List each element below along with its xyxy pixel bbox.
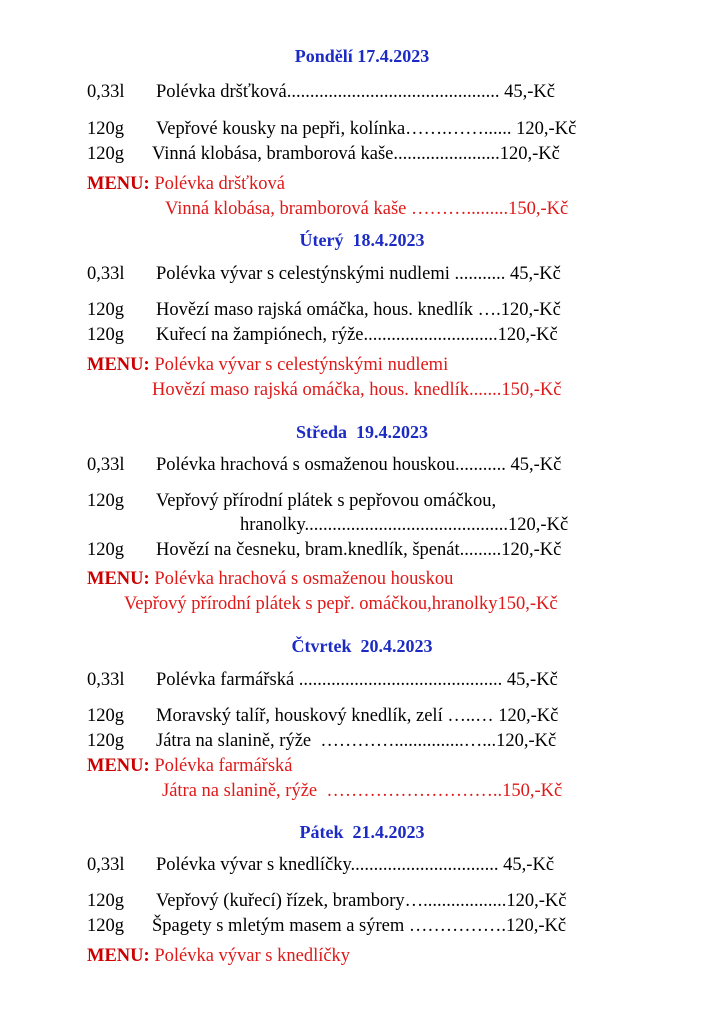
day-heading-tuesday: Úterý 18.4.2023 <box>299 230 425 250</box>
menu-main: Hovězí maso rajská omáčka, hous. knedlík.......150,-Kč <box>152 380 562 400</box>
main-amount: 120g <box>87 491 124 511</box>
soup-amount: 0,33l <box>87 670 125 690</box>
main-item: Játra na slanině, rýže …………...............…...120,-Kč <box>156 731 557 751</box>
main-item-continuation: hranolky............................................120,-Kč <box>240 515 569 535</box>
menu-soup: Polévka hrachová s osmaženou houskou <box>154 569 454 589</box>
main-item: Kuřecí na žampiónech, rýže.............................120,-Kč <box>156 325 558 345</box>
main-amount: 120g <box>87 540 124 560</box>
main-amount: 120g <box>87 119 124 139</box>
soup-amount: 0,33l <box>87 264 125 284</box>
main-amount: 120g <box>87 891 124 911</box>
menu-label: MENU: <box>87 174 150 194</box>
menu-label: MENU: <box>87 355 150 375</box>
soup-item: Polévka dršťková.............................................. 45,-Kč <box>156 82 555 102</box>
main-item: Špagety s mletým masem a sýrem …………….120,-Kč <box>152 916 567 936</box>
main-amount: 120g <box>87 300 124 320</box>
soup-amount: 0,33l <box>87 82 125 102</box>
menu-label: MENU: <box>87 946 150 966</box>
main-item: Vepřový (kuřecí) řízek, brambory…..................120,-Kč <box>156 891 567 911</box>
soup-item: Polévka vývar s knedlíčky................................ 45,-Kč <box>156 855 555 875</box>
soup-item: Polévka hrachová s osmaženou houskou........... 45,-Kč <box>156 455 562 475</box>
day-heading-friday: Pátek 21.4.2023 <box>299 822 425 842</box>
main-item: Vepřový přírodní plátek s pepřovou omáčkou, <box>156 491 497 511</box>
main-item: Hovězí na česneku, bram.knedlík, špenát.........120,-Kč <box>156 540 562 560</box>
menu-line <box>87 172 285 196</box>
main-amount: 120g <box>87 144 124 164</box>
day-heading-monday: Pondělí 17.4.2023 <box>294 46 430 66</box>
menu-label: MENU: <box>87 569 150 589</box>
main-amount: 120g <box>87 706 124 726</box>
soup-amount: 0,33l <box>87 855 125 875</box>
day-heading-wednesday: Středa 19.4.2023 <box>296 422 428 442</box>
menu-soup: Polévka dršťková <box>154 174 286 194</box>
menu-line <box>87 353 448 377</box>
soup-amount: 0,33l <box>87 455 125 475</box>
soup-item: Polévka farmářská ............................................ 45,-Kč <box>156 670 558 690</box>
menu-line <box>87 567 453 591</box>
main-item: Moravský talíř, houskový knedlík, zelí …..… 120,-Kč <box>156 706 559 726</box>
soup-item: Polévka vývar s celestýnskými nudlemi ........... 45,-Kč <box>156 264 561 284</box>
menu-main: Játra na slanině, rýže ………………………..150,-Kč <box>162 781 563 801</box>
menu-label: MENU: <box>87 756 150 776</box>
main-item: Hovězí maso rajská omáčka, hous. knedlík ….120,-Kč <box>156 300 561 320</box>
menu-soup: Polévka vývar s knedlíčky <box>154 946 351 966</box>
main-item: Vepřové kousky na pepři, kolínka…….……...... 120,-Kč <box>156 119 577 139</box>
menu-soup: Polévka farmářská <box>154 756 293 776</box>
main-item: Vinná klobása, bramborová kaše.......................120,-Kč <box>152 144 560 164</box>
menu-line <box>87 944 350 968</box>
main-amount: 120g <box>87 325 124 345</box>
menu-soup: Polévka vývar s celestýnskými nudlemi <box>154 355 449 375</box>
main-amount: 120g <box>87 731 124 751</box>
main-amount: 120g <box>87 916 124 936</box>
menu-line <box>87 754 293 778</box>
menu-main: Vepřový přírodní plátek s pepř. omáčkou,hranolky150,-Kč <box>124 594 558 614</box>
day-heading-thursday: Čtvrtek 20.4.2023 <box>291 636 433 656</box>
menu-main: Vinná klobása, bramborová kaše ……….........150,-Kč <box>165 199 569 219</box>
